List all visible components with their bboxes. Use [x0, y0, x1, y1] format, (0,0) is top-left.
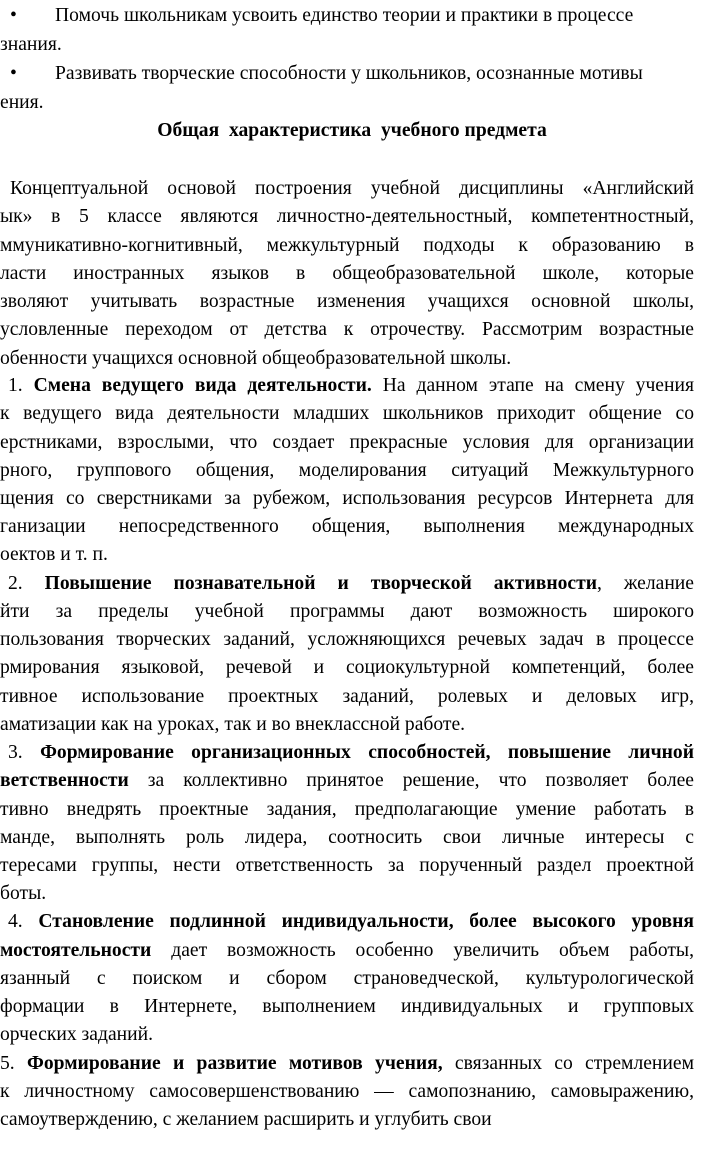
item-number: 5.: [0, 1053, 15, 1074]
paragraph-line: обенности учащихся основной общеобразовательной школы.: [0, 348, 512, 369]
paragraph-line: к ведущего вида деятельности младших школьников приходит общение со: [0, 403, 694, 424]
item-text: за коллективно принятое решение, что позволяет более: [128, 770, 694, 791]
paragraph-line: манде, выполнять роль лидера, соотносить свои личные интересы с: [0, 827, 694, 848]
paragraph-line: к личностному самосовершенствованию — самопознанию, самовыражению,: [0, 1081, 694, 1102]
paragraph-line: ммуникативно-когнитивный, межкультурный подходы к образованию в: [0, 235, 694, 256]
numbered-item-line: [8, 570, 694, 598]
paragraph-line: ганизации непосредственного общения, выполнения международных: [0, 516, 694, 537]
numbered-item-line: [8, 739, 694, 767]
paragraph-line: щения со сверстниками за рубежом, использования ресурсов Интернета для: [0, 488, 694, 509]
paragraph-line: оектов и т. п.: [0, 544, 108, 565]
item-bold-title: Становление подлинной индивидуальности, более высокого уровня: [38, 911, 694, 932]
numbered-item-line: [0, 767, 694, 795]
item-bold-title: Повышение познавательной и творческой активности: [44, 573, 598, 594]
bullet-icon: •: [10, 63, 17, 84]
paragraph-line: ласти иностранных языков в общеобразовательной школе, которые: [0, 263, 694, 284]
item-bold-title: мостоятельности: [0, 940, 152, 961]
paragraph-line: тивное использование проектных заданий, ролевых и деловых игр,: [0, 686, 694, 707]
bullet-item: [0, 60, 694, 88]
paragraph-line: Концептуальной основой построения учебной дисциплины «Английский: [10, 178, 694, 199]
paragraph-line: тивно внедрять проектные задания, предполагающие умение работать в: [0, 799, 694, 820]
item-number: 1.: [8, 375, 23, 396]
paragraph-line: самоутверждению, с желанием расширить и углубить свои: [0, 1109, 492, 1130]
paragraph-line: йти за пределы учебной программы дают возможность широкого: [0, 601, 694, 622]
item-bold-title: ветственности: [0, 770, 129, 791]
item-number: 2.: [8, 573, 23, 594]
paragraph-line: боты.: [0, 883, 47, 904]
paragraph-line: ерстниками, взрослыми, что создает прекрасные условия для организации: [0, 432, 694, 453]
numbered-item-line: [8, 908, 694, 936]
paragraph-line: формации в Интернете, выполнением индивидуальных и групповых: [0, 996, 694, 1017]
item-text: дает возможность особенно увеличить объем работы,: [151, 940, 694, 961]
numbered-item-line: [8, 372, 694, 400]
item-bold-title: Смена ведущего вида деятельности.: [33, 375, 372, 396]
numbered-item-line: [0, 937, 694, 965]
item-bold-title: Формирование и развитие мотивов учения,: [26, 1053, 443, 1074]
paragraph-line: зволяют учитывать возрастные изменения учащихся основной школы,: [0, 291, 694, 312]
item-bold-title: Формирование организационных способностей, повышение личной: [40, 742, 694, 763]
section-heading: Общая характеристика учебного предмета: [157, 120, 547, 141]
bullet-continuation: ения.: [0, 92, 44, 113]
bullet-text: Помочь школьникам усвоить единство теории и практики в процессе: [55, 5, 634, 26]
paragraph-line: условленные переходом от детства к отрочеству. Рассмотрим возрастные: [0, 319, 694, 340]
numbered-item-line: [0, 1050, 694, 1078]
item-number: 4.: [8, 911, 23, 932]
bullet-item: [0, 2, 694, 30]
item-number: 3.: [8, 742, 23, 763]
paragraph-line: рного, группового общения, моделирования ситуаций Межкультурного: [0, 460, 694, 481]
item-text: , желание: [597, 573, 694, 594]
paragraph-line: тересами группы, нести ответственность за порученный раздел проектной: [0, 855, 694, 876]
bullet-text: Развивать творческие способности у школьников, осознанные мотивы: [55, 63, 643, 84]
bullet-continuation: знания.: [0, 34, 62, 55]
paragraph-line: орческих заданий.: [0, 1024, 153, 1045]
paragraph-line: пользования творческих заданий, усложняющихся речевых задач в процессе: [0, 629, 694, 650]
item-text: связанных со стремлением: [442, 1053, 694, 1074]
paragraph-line: язанный с поиском и сбором страноведческой, культурологической: [0, 968, 694, 989]
paragraph-line: ык» в 5 классе являются личностно-деятельностный, компетентностный,: [0, 206, 694, 227]
paragraph-line: рмирования языковой, речевой и социокультурной компетенций, более: [0, 657, 694, 678]
item-text: На данном этапе на смену учения: [371, 375, 694, 396]
paragraph-line: аматизации как на уроках, так и во внеклассной работе.: [0, 714, 466, 735]
bullet-icon: •: [10, 5, 17, 26]
